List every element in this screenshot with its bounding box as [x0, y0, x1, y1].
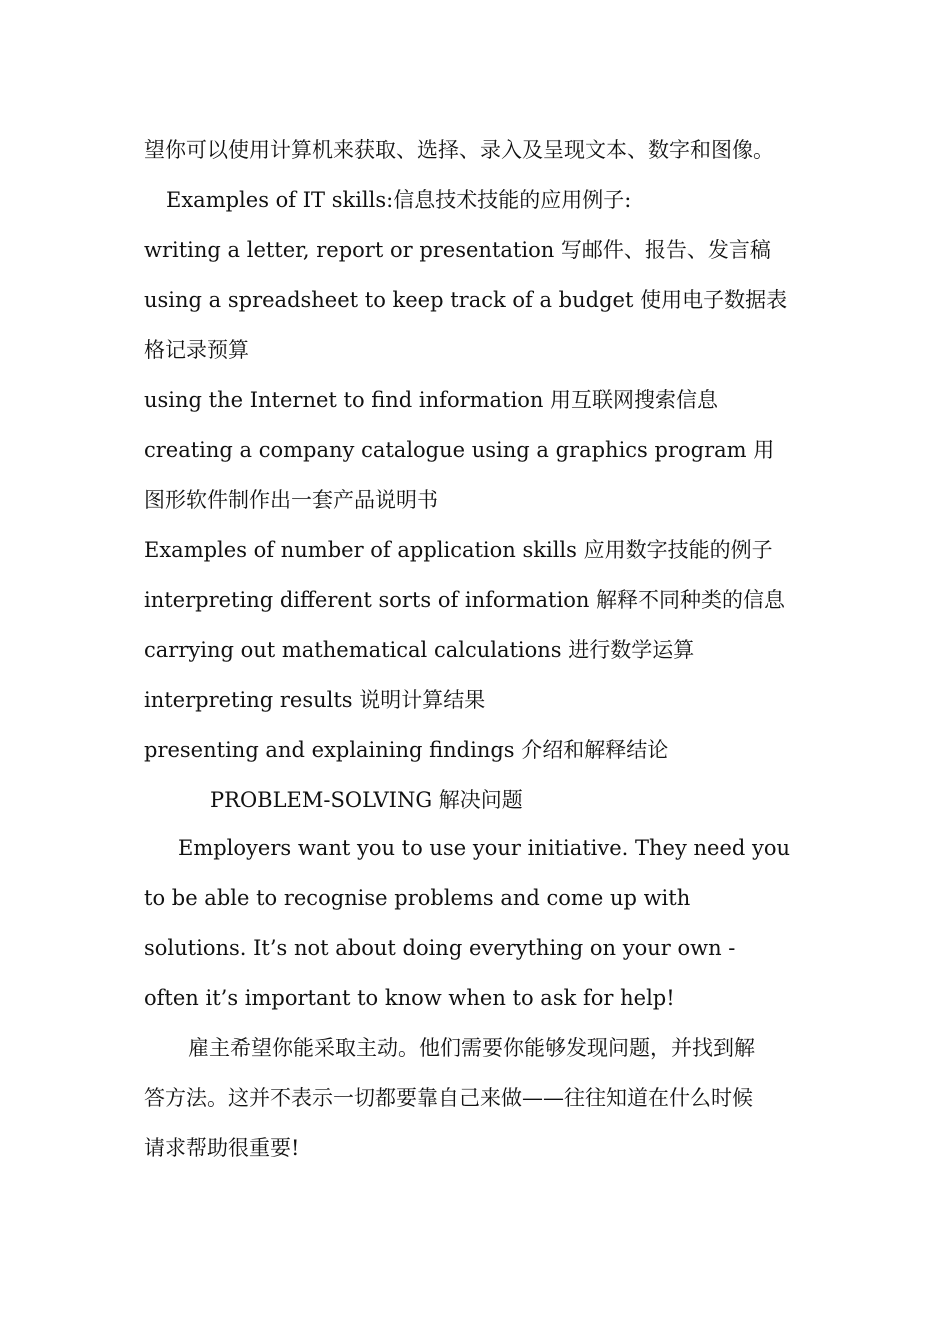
list-item-catalogue: creating a company catalogue using a graphics program 用 — [144, 438, 775, 462]
list-item-writing-letter: writing a letter, report or presentation 写邮件、报告、发言稿 — [144, 238, 771, 262]
paragraph-en-line-4: often it’s important to know when to ask for help! — [144, 986, 675, 1010]
list-item-interpreting-info: interpreting different sorts of information 解释不同种类的信息 — [144, 588, 786, 612]
paragraph-en-line-3: solutions. It’s not about doing everything on your own - — [144, 936, 736, 960]
paragraph-en-line-2: to be able to recognise problems and come up with — [144, 886, 691, 910]
list-item-catalogue-cont: 图形软件制作出一套产品说明书 — [144, 488, 438, 512]
paragraph-cn-line-2: 答方法。这并不表示一切都要靠自己来做——往往知道在什么时候 — [144, 1086, 753, 1110]
list-item-interpreting-results: interpreting results 说明计算结果 — [144, 688, 486, 712]
list-item-spreadsheet-cont: 格记录预算 — [144, 338, 249, 362]
heading-number-skills-examples: Examples of number of application skills 应用数字技能的例子 — [144, 538, 773, 562]
list-item-calculations: carrying out mathematical calculations 进行数学运算 — [144, 638, 695, 662]
paragraph-cn-line-1: 雇主希望你能采取主动。他们需要你能够发现问题，并找到解 — [188, 1036, 755, 1060]
paragraph-en-line-1: Employers want you to use your initiative. They need you — [178, 836, 791, 860]
list-item-spreadsheet: using a spreadsheet to keep track of a budget 使用电子数据表 — [144, 288, 788, 312]
text-line-intro-cn: 望你可以使用计算机来获取、选择、录入及呈现文本、数字和图像。 — [144, 138, 774, 162]
heading-it-skills-examples: Examples of IT skills:信息技术技能的应用例子: — [166, 188, 632, 212]
paragraph-cn-line-3: 请求帮助很重要! — [144, 1136, 300, 1160]
section-heading-problem-solving: PROBLEM-SOLVING 解决问题 — [210, 788, 523, 812]
list-item-internet: using the Internet to find information 用互联网搜索信息 — [144, 388, 719, 412]
list-item-presenting-findings: presenting and explaining findings 介绍和解释结论 — [144, 738, 669, 762]
